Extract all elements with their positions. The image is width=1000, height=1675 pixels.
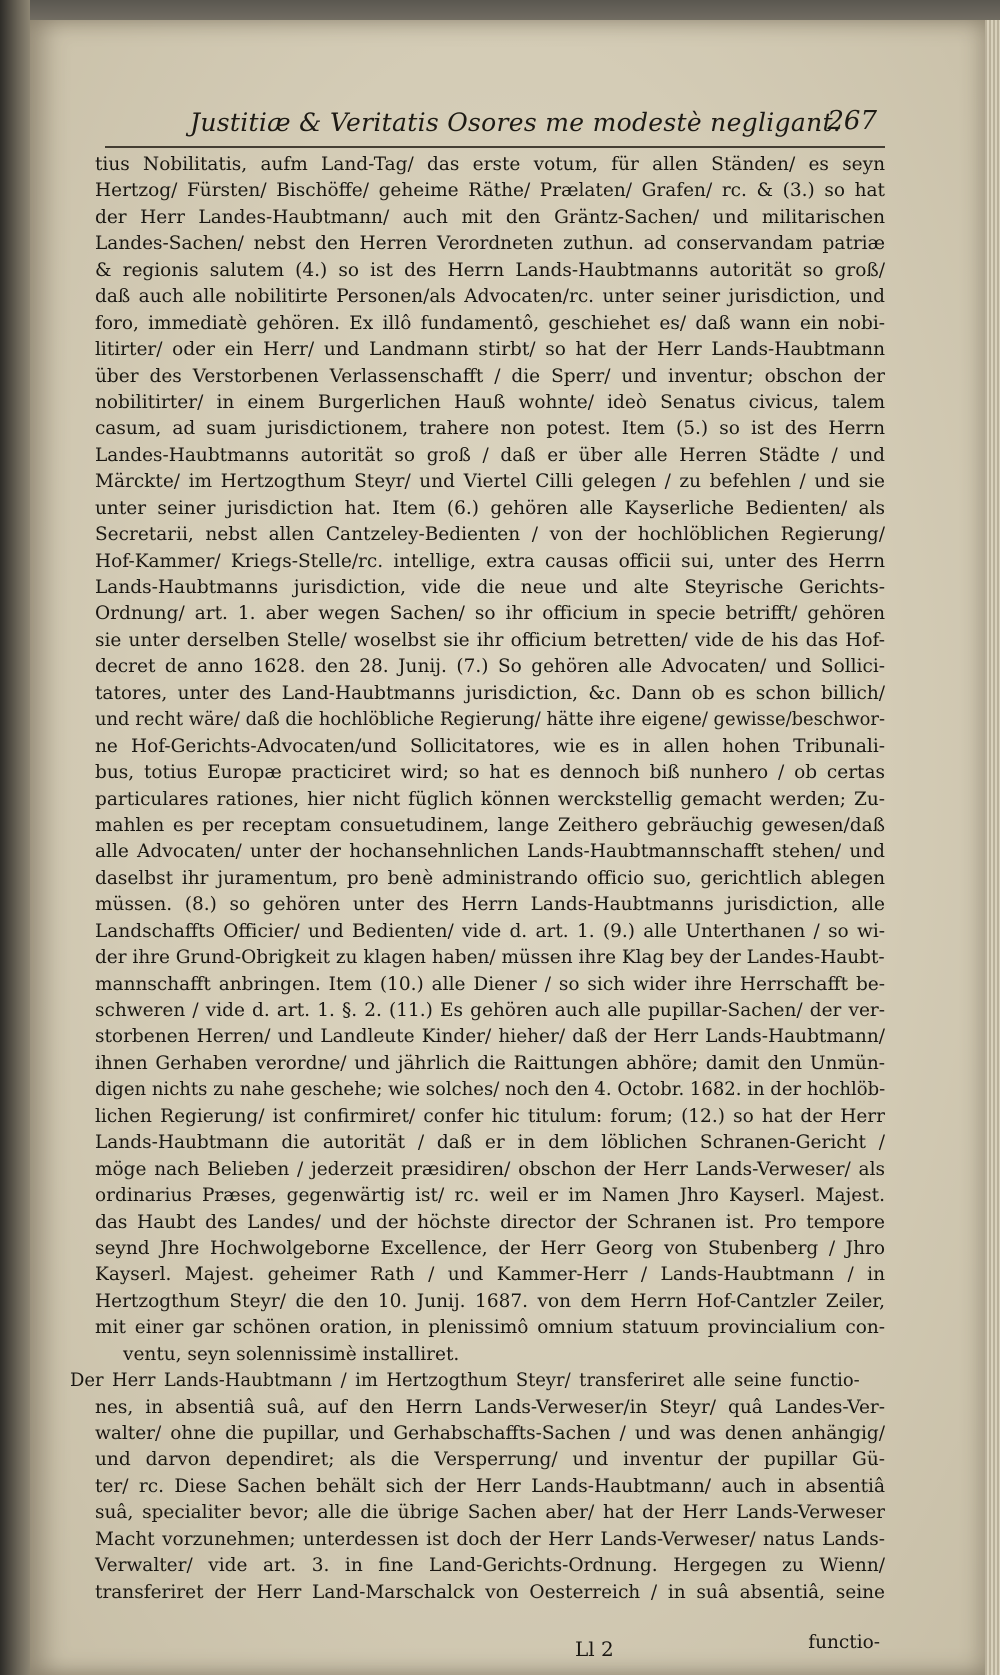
text-line: der Herr Landes-Haubtmann/ auch mit den Gräntz-Sachen/ und militarischen	[95, 206, 885, 228]
running-head: Justitiæ & Veritatis Osores me modestè negligant.	[190, 108, 842, 137]
text-line: der ihre Grund-Obrigkeit zu klagen haben/ müssen ihre Klag bey der Landes-Haubt-	[95, 947, 885, 969]
text-line: bus, totius Europæ practiciret wird; so hat es dennoch biß nunhero / ob certas	[95, 762, 885, 784]
text-line: Secretarii, nebst allen Cantzeley-Bedienten / von der hochlöblichen Regierung/	[95, 524, 885, 546]
text-line: ventu, seyn solennissimè installiret.	[123, 1343, 460, 1365]
text-line: alle Advocaten/ unter der hochansehnlichen Lands-Haubtmannschafft stehen/ und	[95, 841, 885, 863]
text-line: ne Hof-Gerichts-Advocaten/und Sollicitatores, wie es in allen hohen Tribunali-	[95, 735, 885, 757]
text-line: Macht vorzunehmen; unterdessen ist doch der Herr Lands-Verweser/ natus Lands-	[95, 1528, 885, 1550]
text-line: schweren / vide d. art. 1. §. 2. (11.) Es gehören auch alle pupillar-Sachen/ der ver-	[95, 1000, 885, 1021]
text-line: Hof-Kammer/ Kriegs-Stelle/rc. intellige, extra causas officii sui, unter des Herrn	[95, 550, 885, 572]
text-line: digen nichts zu nahe geschehe; wie solches/ noch den 4. Octobr. 1682. in der hochlöb-	[95, 1079, 886, 1101]
body-text	[70, 152, 886, 1606]
text-line: ordinarius Præses, gegenwärtig ist/ rc. weil er im Namen Jhro Kayserl. Majest.	[95, 1185, 885, 1207]
text-line: über des Verstorbenen Verlassenschafft / die Sperr/ und inventur; obschon der	[95, 365, 885, 387]
text-line: Hertzogthum Steyr/ die den 10. Junij. 1687. von dem Herrn Hof-Cantzler Zeiler,	[95, 1290, 885, 1312]
header-rule	[105, 146, 885, 148]
text-line: mit einer gar schönen oration, in plenissimô omnium statuum provincialium con-	[95, 1317, 885, 1339]
text-line: suâ, specialiter bevor; alle die übrige Sachen aber/ hat der Herr Lands-Verweser	[95, 1502, 885, 1524]
text-line: daß auch alle nobilitirte Personen/als Advocaten/rc. unter seiner jurisdiction, und	[95, 286, 885, 308]
text-line: lichen Regierung/ ist confirmiret/ confer hic titulum: forum; (12.) so hat der Herr	[95, 1105, 885, 1127]
text-line: Hertzog/ Fürsten/ Bischöffe/ geheime Räthe/ Prælaten/ Grafen/ rc. & (3.) so hat	[95, 180, 885, 202]
text-line: nobilitirter/ in einem Burgerlichen Hauß wohnte/ ideò Senatus civicus, talem	[95, 391, 885, 413]
text-line: ihnen Gerhaben verordne/ und jährlich die Raittungen abhöre; damit den Unmün-	[95, 1052, 885, 1074]
text-line: und recht wäre/ daß die hochlöbliche Regierung/ hätte ihre eigene/ gewisse/beschwor-	[95, 709, 886, 731]
text-line: foro, immediatè gehören. Ex illô fundamentô, geschiehet es/ daß wann ein nobi-	[95, 312, 885, 334]
facing-page-edge	[0, 0, 30, 1675]
text-line: möge nach Belieben / jederzeit præsidiren/ obschon der Herr Lands-Verweser/ als	[95, 1158, 885, 1180]
text-line: Lands-Haubtmann die autorität / daß er in dem löblichen Schranen-Gericht /	[95, 1132, 885, 1154]
signature-mark: Ll 2	[575, 1637, 614, 1661]
text-line: mannschafft anbringen. Item (10.) alle Diener / so sich wider ihre Herrschafft be-	[95, 973, 885, 995]
text-line: unter seiner jurisdiction hat. Item (6.) gehören alle Kayserliche Bedienten/ als	[95, 497, 885, 519]
text-line: sie unter derselben Stelle/ woselbst sie ihr officium betretten/ vide de his das Hof-	[95, 629, 885, 651]
text-line: decret de anno 1628. den 28. Junij. (7.) So gehören alle Advocaten/ und Sollici-	[95, 656, 885, 678]
text-line: müssen. (8.) so gehören unter des Herrn Lands-Haubtmanns jurisdiction, alle	[95, 894, 885, 916]
text-line: das Haubt des Landes/ und der höchste director der Schranen ist. Pro tempore	[95, 1211, 885, 1233]
text-line: seynd Jhre Hochwolgeborne Excellence, der Herr Georg von Stubenberg / Jhro	[95, 1237, 885, 1259]
text-line: tius Nobilitatis, aufm Land-Tag/ das erste votum, für allen Ständen/ es seyn	[95, 154, 885, 175]
text-line: ter/ rc. Diese Sachen behält sich der Herr Lands-Haubtmann/ auch in absentiâ	[95, 1475, 885, 1497]
text-line: casum, ad suam jurisdictionem, trahere non potest. Item (5.) so ist des Herrn	[95, 418, 885, 440]
text-line: Ordnung/ art. 1. aber wegen Sachen/ so ihr officium in specie betrifft/ gehören	[95, 603, 885, 625]
text-line: Lands-Haubtmanns jurisdiction, vide die neue und alte Steyrische Gerichts-	[95, 577, 885, 598]
text-line: mahlen es per receptam consuetudinem, lange Zeithero gebräuchig gewesen/daß	[95, 814, 885, 836]
catchword: functio-	[808, 1632, 880, 1653]
text-line: Der Herr Lands-Haubtmann / im Hertzogthum Steyr/ transferiret alle seine functio-	[70, 1370, 860, 1392]
text-line: storbenen Herren/ und Landleute Kinder/ hieher/ daß der Herr Lands-Haubtmann/	[95, 1026, 885, 1048]
text-line: nes, in absentiâ suâ, auf den Herrn Lands-Verweser/in Steyr/ quâ Landes-Ver-	[95, 1396, 885, 1418]
text-line: & regionis salutem (4.) so ist des Herrn Lands-Haubtmanns autorität so groß/	[95, 259, 885, 281]
text-line: und darvon dependiret; als die Versperrung/ und inventur der pupillar Gü-	[95, 1449, 885, 1471]
text-line: daselbst ihr juramentum, pro benè administrando officio suo, gerichtlich ablegen	[95, 867, 885, 889]
text-line: Landes-Haubtmanns autorität so groß / daß er über alle Herren Städte / und	[95, 444, 885, 466]
page-stack-edge	[985, 20, 1000, 1675]
text-line: Kayserl. Majest. geheimer Rath / und Kammer-Herr / Lands-Haubtmann / in	[95, 1264, 885, 1286]
page-number: 267	[827, 106, 877, 136]
text-line: Landschaffts Officier/ und Bedienten/ vide d. art. 1. (9.) alle Unterthanen / so wi-	[95, 920, 885, 942]
text-line: Landes-Sachen/ nebst den Herren Verordneten zuthun. ad conservandam patriæ	[95, 233, 885, 255]
text-line: Märckte/ im Hertzogthum Steyr/ und Viertel Cilli gelegen / zu befehlen / und sie	[95, 471, 885, 493]
text-line: particulares rationes, hier nicht füglich können werckstellig gemacht werden; Zu-	[95, 788, 885, 810]
text-line: litirter/ oder ein Herr/ und Landmann stirbt/ so hat der Herr Lands-Haubtmann	[95, 339, 885, 361]
text-line: walter/ ohne die pupillar, und Gerhabschaffts-Sachen / und was denen anhängig/	[95, 1423, 885, 1444]
text-line: tatores, unter des Land-Haubtmanns jurisdiction, &c. Dann ob es schon billich/	[95, 682, 885, 704]
text-line: transferiret der Herr Land-Marschalck von Oesterreich / in suâ absentiâ, seine	[95, 1581, 885, 1603]
text-line: Verwalter/ vide art. 3. in fine Land-Gerichts-Ordnung. Hergegen zu Wienn/	[95, 1555, 885, 1577]
